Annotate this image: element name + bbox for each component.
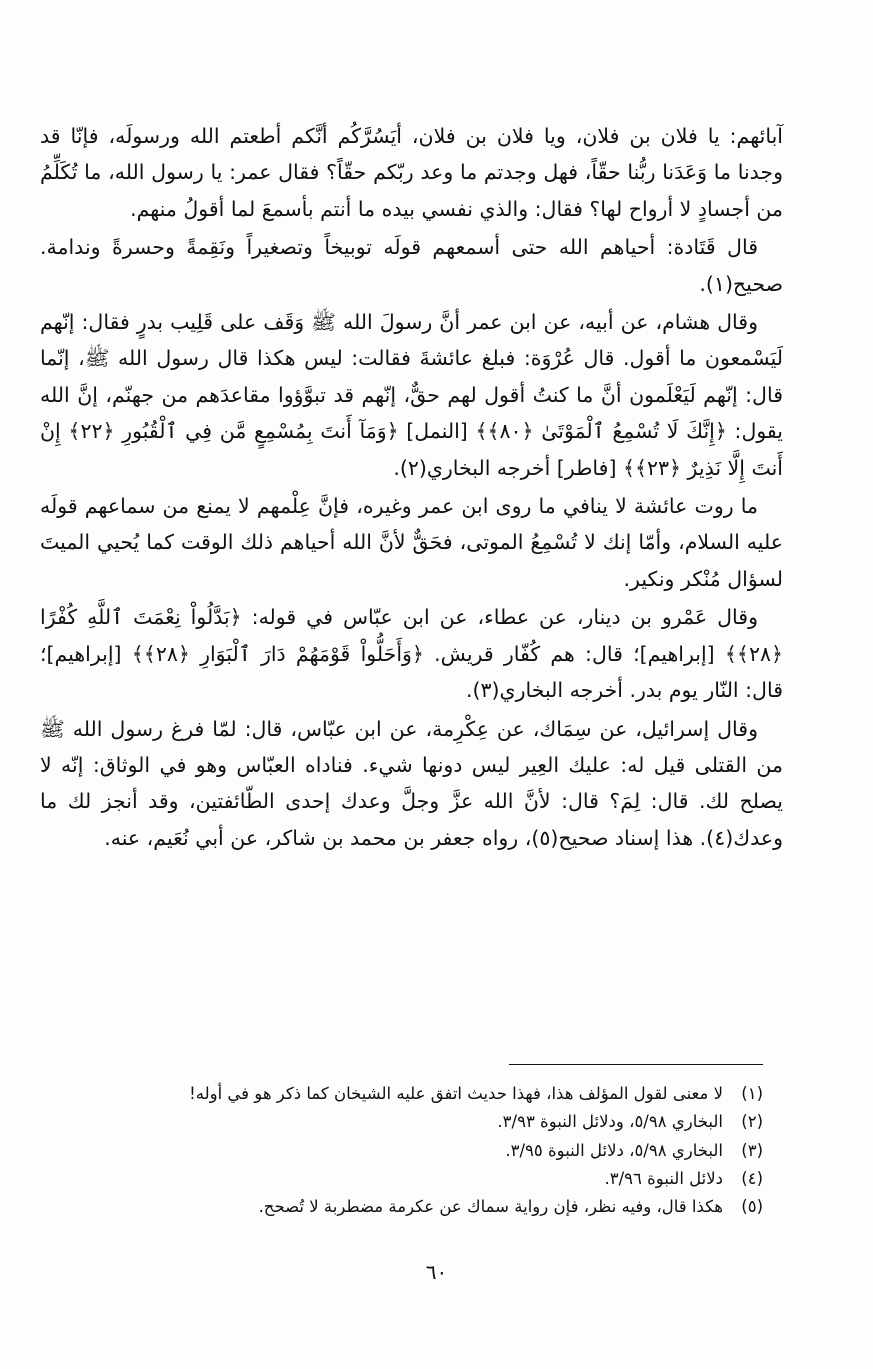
footnote	[40, 1137, 763, 1165]
page-number: ٦٠	[425, 1260, 448, 1284]
footnotes	[40, 1080, 763, 1221]
footnote	[40, 1108, 763, 1136]
footnote-number: (٥)	[741, 1197, 763, 1217]
footnote-text: البخاري ٥/٩٨، دلائل النبوة ٣/٩٥.	[505, 1140, 723, 1160]
footnote-number: (١)	[741, 1084, 763, 1103]
footnote	[40, 1193, 763, 1221]
footnote-number: (٤)	[741, 1168, 763, 1188]
footnote-text: هكذا قال، وفيه نظر، فإن رواية سماك عن عكرمة مضطربة لا تُصحح.	[258, 1197, 723, 1217]
paragraph: وقال هشام، عن أبيه، عن ابن عمر أنَّ رسولَ الله ﷺ وَقَف على قَلِيب بدرٍ فقال: إنّهم لَيَسْمعون ما أقول. قال عُرْوَة: فبلغ عائشةَ فقالت: ليس هكذا قال رسول الله ﷺ، إنّما قال: إنّهم لَيَعْلَمون أنَّ ما كنتُ أقول لهم حقٌّ، إنّهم قد تبوَّؤوا مقاعدَهم من جهنّم، إنَّ الله يقول: ﴿إِنَّكَ لَا تُسْمِعُ ٱلْمَوْتَىٰ ﴿٨٠﴾﴾ [النمل] ﴿وَمَآ أَنتَ بِمُسْمِعٍ مَّن فِي ٱلْقُبُورِ ﴿٢٢﴾ إِنْ أَنتَ إِلَّا نَذِيرٌ ﴿٢٣﴾﴾ [فاطر] أخرجه البخاري(٢).	[40, 310, 784, 480]
paragraph: ما روت عائشة لا ينافي ما روى ابن عمر وغيره، فإنَّ عِلْمهم لا يمنع من سماعهم قولَه عليه السلام، وأمّا إنك لا تُسْمِعُ الموتى، فحَقٌّ لأنَّ الله أحياهم ذلك الوقت كما يُحيي الميتَ لسؤال مُنْكر ونكير.	[40, 494, 783, 591]
paragraph: آبائهم: يا فلان بن فلان، ويا فلان بن فلان، أيَسُرَّكُم أنَّكم أطعتم الله ورسولَه، فإنّا قد وجدنا ما وَعَدَنا ربُّنا حقّاً، فهل وجدتم ما وعد ربّكم حقّاً؟ فقال عمر: يا رسول الله، ما تُكَلِّمُ من أجسادٍ لا أرواح لها؟ فقال: والذي نفسي بيده ما أنتم بأسمعَ لما أقولُ منهم.	[40, 124, 783, 221]
footnote-text: دلائل النبوة ٣/٩٦.	[604, 1168, 723, 1188]
paragraph: وقال عَمْرو بن دينار، عن عطاء، عن ابن عبّاس في قوله: ﴿بَدَّلُواْ نِعْمَتَ ٱللَّهِ كُفْرًا ﴿٢٨﴾﴾ [إبراهيم]؛ قال: هم كُفّار قريش. ﴿وَأَحَلُّواْ قَوْمَهُمْ دَارَ ٱلْبَوَارِ ﴿٢٨﴾﴾ [إبراهيم]؛ قال: النّار يوم بدر. أخرجه البخاري(٣).	[40, 605, 783, 703]
footnote-number: (٣)	[741, 1140, 763, 1160]
paragraph: وقال إسرائيل، عن سِمَاك، عن عِكْرِمة، عن ابن عبّاس، قال: لمّا فرغ رسول الله ﷺ من القتلى قيل له: عليك العِير ليس دونها شيء. فناداه العبّاس وهو في الوثاق: إنّه لا يصلح لك. قال: لِمَ؟ قال: لأنَّ الله عزَّ وجلَّ وعدك إحدى الطّائفتين، وقد أنجز لك ما وعدك(٤). هذا إسناد صحيح(٥)، رواه جعفر بن محمد بن شاكر، عن أبي نُعَيم، عنه.	[40, 716, 783, 850]
footnote-text: لا معنى لقول المؤلف هذا، فهذا حديث اتفق عليه الشيخان كما ذكر هو في أوله!	[189, 1084, 723, 1103]
footnote-number: (٢)	[741, 1112, 763, 1132]
footnote-text: البخاري ٥/٩٨، ودلائل النبوة ٣/٩٣.	[497, 1112, 723, 1132]
main-text	[40, 118, 783, 856]
footnote	[40, 1080, 763, 1108]
footnote	[40, 1165, 763, 1193]
footnote-separator	[509, 1064, 763, 1065]
paragraph: قال قَتَادة: أحياهم الله حتى أسمعهم قولَه توبيخاً وتصغيراً ونَقِمةً وحسرةً وندامة. صحيح(١).	[40, 235, 783, 296]
